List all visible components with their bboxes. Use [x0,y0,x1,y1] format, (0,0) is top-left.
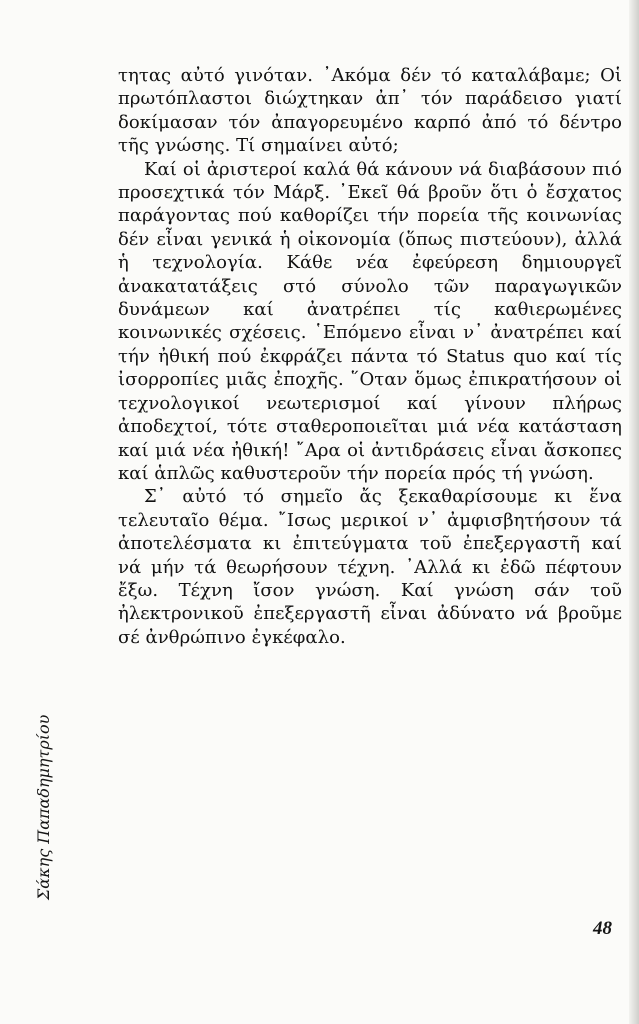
body-text [118,64,622,649]
paragraph-continued: τητας αὐτό γινόταν. ᾿Ακόμα δέν τό καταλάβαμε; Οἱ πρωτόπλαστοι διώχτηκαν ἀπ᾿ τόν παράδεισο γιατί δοκίμασαν τόν ἀπαγορευμένο καρπό ἀπό τό δέντρο τῆς γνώσης. Τί σημαίνει αὐτό; [118,65,622,157]
paragraph-marx: Καί οἱ ἀριστεροί καλά θά κάνουν νά διαβάσουν πιό προσεχτικά τόν Μάρξ. ᾿Εκεῖ θά βροῦν ὅτι ὁ ἔσχατος παράγοντας πού καθορίζει τήν πορεία τῆς κοινωνίας δέν εἶναι γενικά ἡ οἰκονομία (ὅπως πιστεύουν), ἀλλά ἡ τεχνολογία. Κάθε νέα ἐφεύρεση δημιουργεῖ ἀνακατατάξεις στό σύνολο τῶν παραγωγικῶν δυνάμεων καί ἀνατρέπει τίς καθιερωμένες κοινωνικές σχέσεις. ῾Επόμενο εἶναι ν᾿ ἀνατρέπει καί τήν ἠθική πού ἐκφράζει πάντα τό Status quo καί τίς ἰσορροπίες μιᾶς ἐποχῆς. ῞Οταν ὅμως ἐπικρατήσουν οἱ τεχνολογικοί νεωτερισμοί καί γίνουν πλήρως ἀποδεχτοί, τότε σταθεροποιεῖται μιά νέα κατάσταση καί μιά νέα ἠθική! ῎Αρα οἱ ἀντιδράσεις εἶναι ἄσκοπες καί ἁπλῶς καθυστεροῦν τήν πορεία πρός τή γνώση. [118,158,622,484]
paragraph-art-knowledge: Σ᾿ αὐτό τό σημεῖο ἄς ξεκαθαρίσουμε κι ἕνα τελευταῖο θέμα. ῎Ισως μερικοί ν᾿ ἀμφισβητήσουν τά ἀποτελέσματα κι ἐπιτεύγματα τοῦ ἐπεξεργαστῆ καί νά μήν τά θεωρήσουν τέχνη. ᾿Αλλά κι ἐδῶ πέφτουν ἔξω. Τέχνη ἴσον γνώση. Καί γνώση σάν τοῦ ἠλεκτρονικοῦ ἐπεξεργαστῆ εἶναι ἀδύνατο νά βροῦμε σέ ἀνθρώπινο ἐγκέφαλο. [118,486,622,648]
page-number: 48 [593,918,612,939]
page-edge-shadow [629,0,639,1024]
author-running-head: Σάκης Παπαδημητρίου [34,714,53,900]
